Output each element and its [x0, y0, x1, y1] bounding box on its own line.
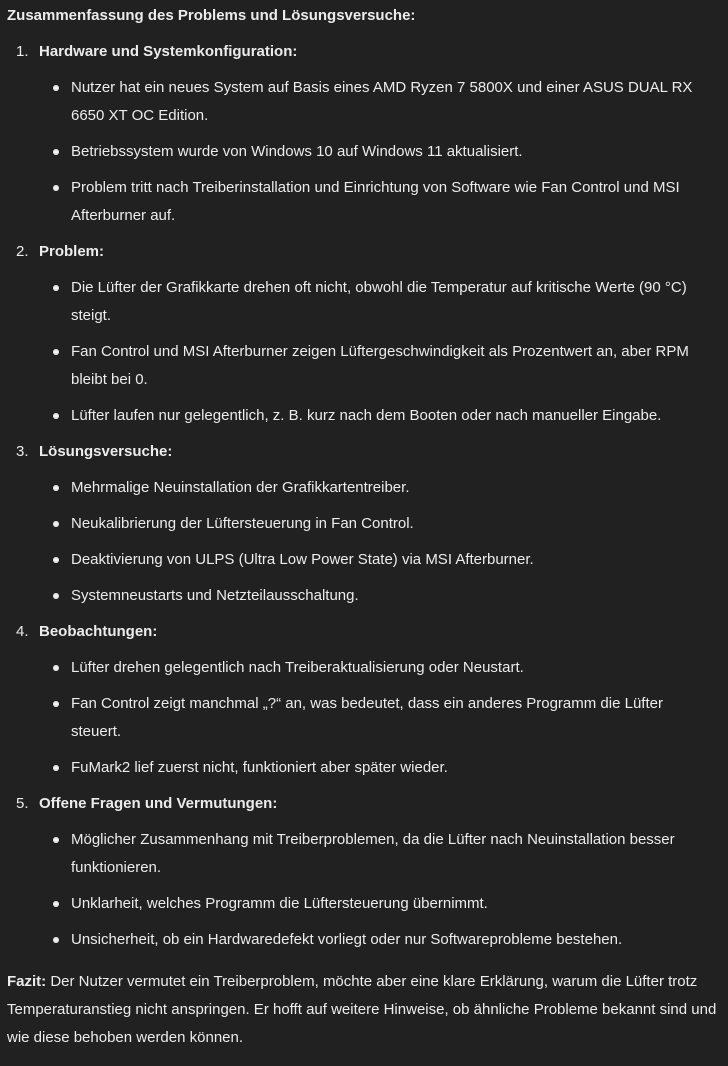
section-heading: Problem: — [39, 243, 105, 260]
section-number: 1. — [16, 43, 29, 60]
list-item: Systemneustarts und Netzteilausschaltung. — [71, 582, 720, 610]
list-item: Unsicherheit, ob ein Hardwaredefekt vorliegt oder nur Softwareprobleme bestehen. — [71, 926, 720, 954]
list-item: Nutzer hat ein neues System auf Basis eines AMD Ryzen 7 5800X und einer ASUS DUAL RX 6650 XT OC Edition. — [71, 74, 720, 130]
bullet-list — [39, 654, 720, 782]
bullet-list — [39, 274, 720, 430]
list-item: Lüfter laufen nur gelegentlich, z. B. kurz nach dem Booten oder nach manueller Eingabe. — [71, 402, 720, 430]
conclusion-paragraph — [7, 968, 720, 1052]
list-item: Neukalibrierung der Lüftersteuerung in Fan Control. — [71, 510, 720, 538]
list-item: Mehrmalige Neuinstallation der Grafikkartentreiber. — [71, 474, 720, 502]
section-number: 5. — [16, 795, 29, 812]
section-item — [16, 38, 720, 230]
conclusion-text: Der Nutzer vermutet ein Treiberproblem, möchte aber eine klare Erklärung, warum die Lüfter trotz Temperaturanstieg nicht anspringen. Er hofft auf weitere Hinweise, ob ähnliche Probleme bekannt sind und wie diese behoben werden können. — [7, 973, 717, 1046]
list-item: Fan Control und MSI Afterburner zeigen Lüftergeschwindigkeit als Prozentwert an, aber RPM bleibt bei 0. — [71, 338, 720, 394]
section-item — [16, 238, 720, 430]
list-item: Fan Control zeigt manchmal „?“ an, was bedeutet, dass ein anderes Programm die Lüfter steuert. — [71, 690, 720, 746]
list-item: FuMark2 lief zuerst nicht, funktioniert aber später wieder. — [71, 754, 720, 782]
list-item: Möglicher Zusammenhang mit Treiberproblemen, da die Lüfter nach Neuinstallation besser funktionieren. — [71, 826, 720, 882]
list-item: Betriebssystem wurde von Windows 10 auf Windows 11 aktualisiert. — [71, 138, 720, 166]
section-number: 2. — [16, 243, 29, 260]
bullet-list — [39, 826, 720, 954]
list-item: Die Lüfter der Grafikkarte drehen oft nicht, obwohl die Temperatur auf kritische Werte (90 °C) steigt. — [71, 274, 720, 330]
section-item — [16, 438, 720, 610]
section-item — [16, 790, 720, 954]
bullet-list — [39, 74, 720, 230]
section-heading: Lösungsversuche: — [39, 443, 173, 460]
list-item: Lüfter drehen gelegentlich nach Treiberaktualisierung oder Neustart. — [71, 654, 720, 682]
section-heading: Offene Fragen und Vermutungen: — [39, 795, 278, 812]
conclusion-label: Fazit: — [7, 973, 47, 990]
list-item: Problem tritt nach Treiberinstallation und Einrichtung von Software wie Fan Control und MSI Afterburner auf. — [71, 174, 720, 230]
section-item — [16, 618, 720, 782]
section-number: 3. — [16, 443, 29, 460]
section-heading: Beobachtungen: — [39, 623, 158, 640]
document-title: Zusammenfassung des Problems und Lösungsversuche: — [7, 7, 416, 24]
section-list — [7, 38, 720, 954]
list-item: Unklarheit, welches Programm die Lüftersteuerung übernimmt. — [71, 890, 720, 918]
bullet-list — [39, 474, 720, 610]
list-item: Deaktivierung von ULPS (Ultra Low Power State) via MSI Afterburner. — [71, 546, 720, 574]
section-heading: Hardware und Systemkonfiguration: — [39, 43, 298, 60]
section-number: 4. — [16, 623, 29, 640]
